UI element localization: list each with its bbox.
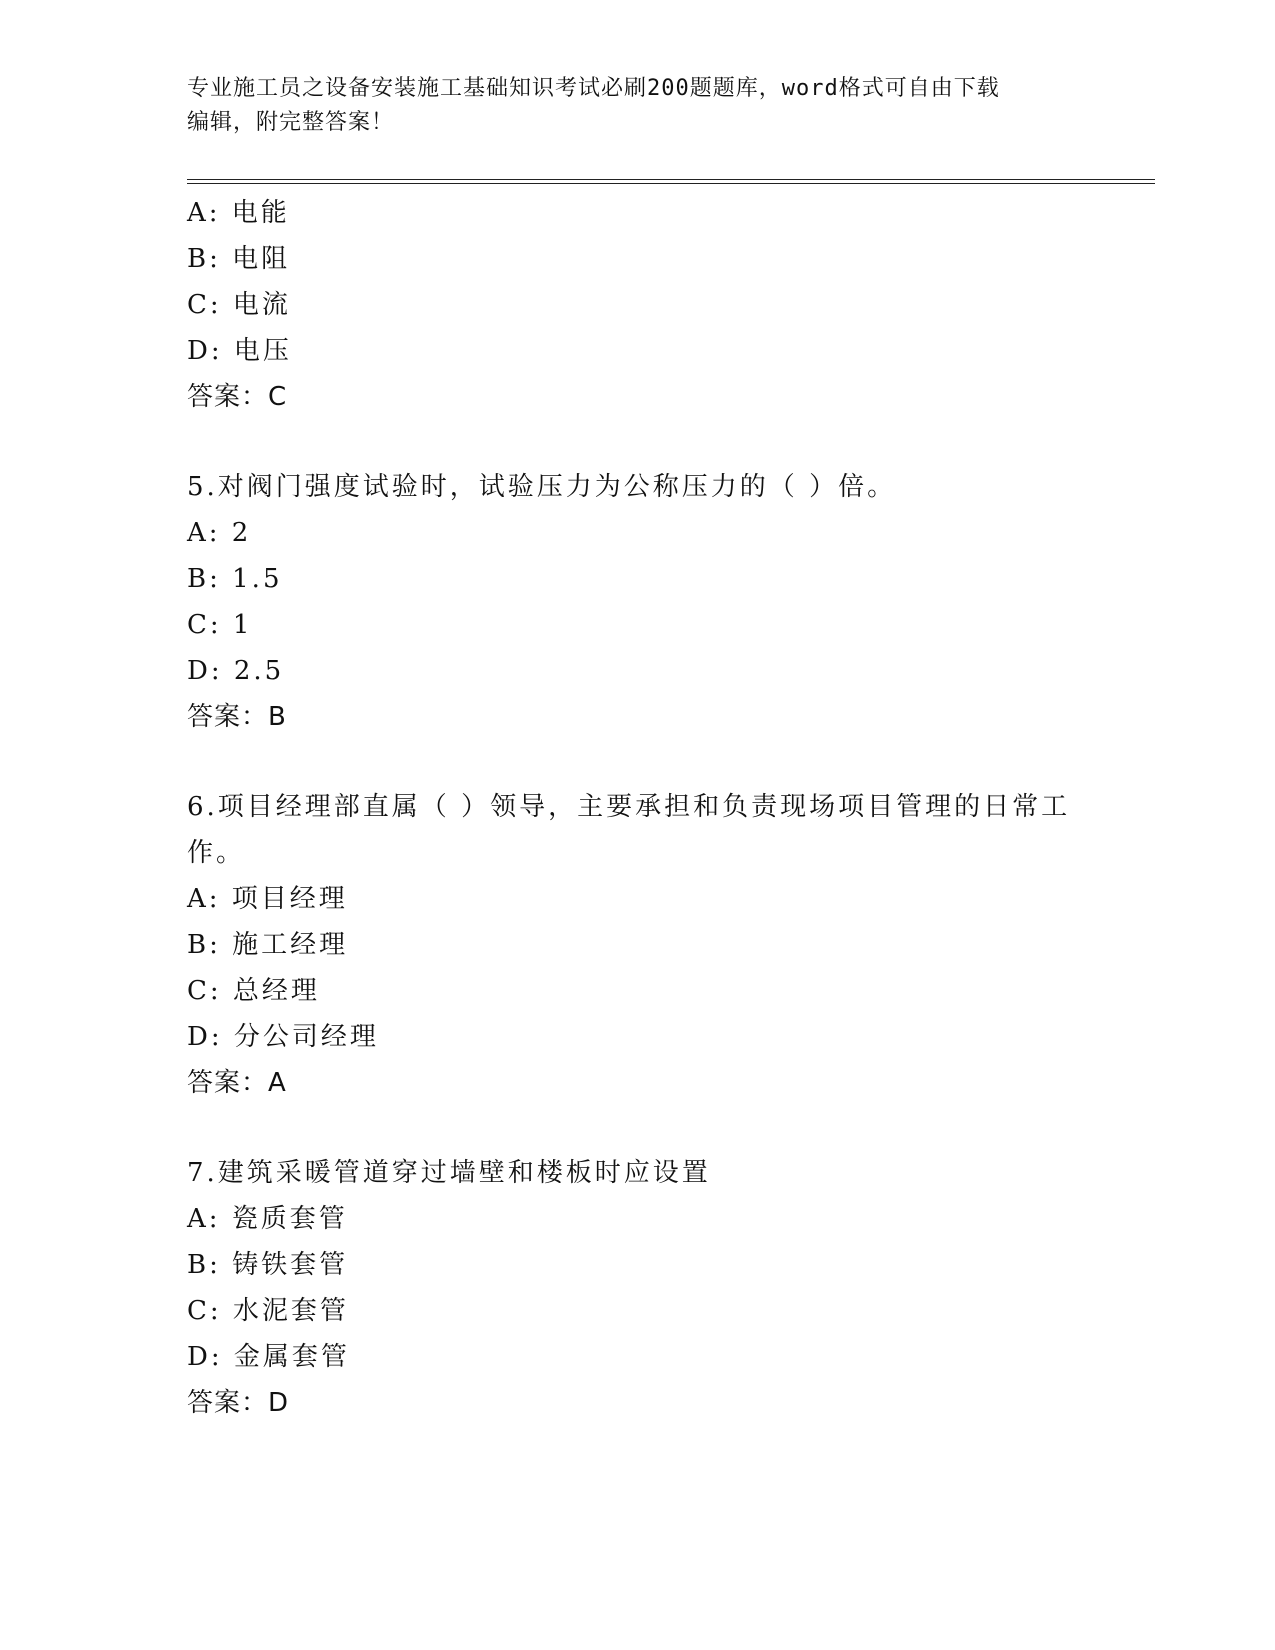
option-a: A: 2 xyxy=(187,518,252,548)
option-d: D: 金属套管 xyxy=(187,1342,350,1372)
question-stem: 7.建筑采暖管道穿过墙壁和楼板时应设置 xyxy=(187,1158,711,1188)
header-divider-bottom xyxy=(187,183,1155,184)
question-stem-line-2: 作。 xyxy=(187,838,246,868)
answer-line: 答案：D xyxy=(187,1388,290,1418)
document-header xyxy=(187,72,1087,140)
option-c: C: 总经理 xyxy=(187,976,320,1006)
question-block-5 xyxy=(187,464,1087,740)
option-a: A: 瓷质套管 xyxy=(187,1204,348,1234)
option-b: B: 铸铁套管 xyxy=(187,1250,349,1280)
option-b: B: 电阻 xyxy=(187,244,291,274)
option-c: C: 1 xyxy=(187,610,253,640)
question-block-6 xyxy=(187,784,1087,1106)
question-list xyxy=(187,190,1087,1426)
option-c: C: 电流 xyxy=(187,290,291,320)
spacer xyxy=(187,740,1087,784)
question-block-prev xyxy=(187,190,1087,420)
option-b: B: 1.5 xyxy=(187,564,283,594)
header-title-line-1: 专业施工员之设备安装施工基础知识考试必刷200题题库，word格式可自由下载 xyxy=(187,76,1000,101)
option-b: B: 施工经理 xyxy=(187,930,349,960)
header-divider-top xyxy=(187,179,1155,180)
answer-line: 答案：A xyxy=(187,1068,287,1098)
option-a: A: 电能 xyxy=(187,198,290,228)
option-d: D: 分公司经理 xyxy=(187,1022,379,1052)
question-stem-line-1: 6.项目经理部直属（ ）领导，主要承担和负责现场项目管理的日常工 xyxy=(187,792,1071,822)
answer-line: 答案：B xyxy=(187,702,287,732)
option-c: C: 水泥套管 xyxy=(187,1296,349,1326)
question-stem: 5.对阀门强度试验时，试验压力为公称压力的（ ）倍。 xyxy=(187,472,897,502)
option-a: A: 项目经理 xyxy=(187,884,348,914)
option-d: D: 2.5 xyxy=(187,656,285,686)
spacer xyxy=(187,1106,1087,1150)
header-title-line-2: 编辑，附完整答案！ xyxy=(187,110,395,135)
spacer xyxy=(187,420,1087,464)
answer-line: 答案：C xyxy=(187,382,288,412)
question-block-7 xyxy=(187,1150,1087,1426)
option-d: D: 电压 xyxy=(187,336,292,366)
